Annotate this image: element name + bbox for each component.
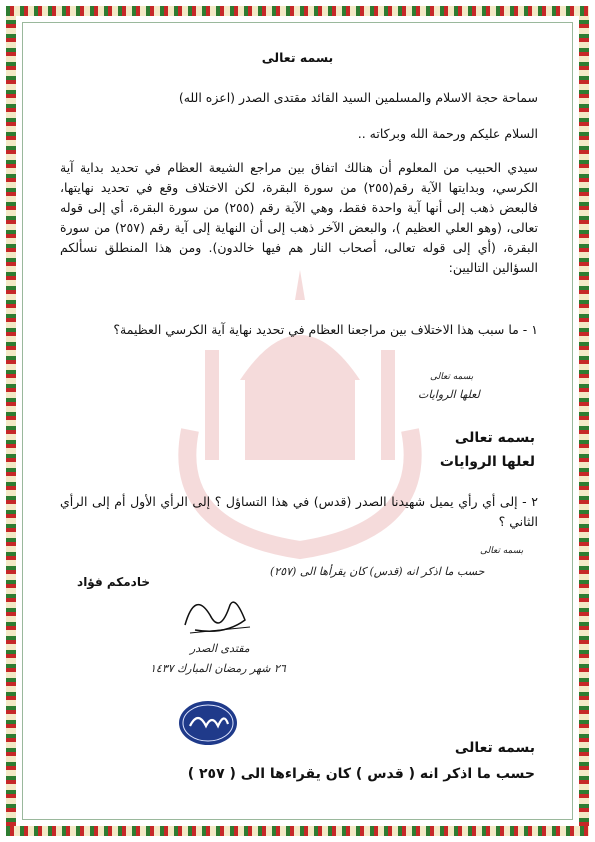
addressee-line bbox=[60, 88, 538, 108]
handwritten-answer-1: لعلها الروايات bbox=[418, 388, 480, 401]
basmala-heading: بسمه تعالى bbox=[261, 50, 334, 65]
handwritten-basmala-1: بسمه تعالى bbox=[430, 372, 474, 382]
handwritten-answer-2: حسب ما اذكر انه (قدس) كان يقرأها الى (٢٥٧) bbox=[270, 565, 485, 578]
signer-name: خادمكم فؤاد bbox=[77, 575, 150, 589]
handwritten-date: ٢٦ شهر رمضان المبارك ١٤٣٧ bbox=[150, 662, 286, 675]
question-1: ١ - ما سبب هذا الاختلاف بين مراجعنا العظام في تحديد نهاية آية الكرسي العظيمة؟ bbox=[113, 322, 538, 337]
answer-1-title: بسمه تعالى bbox=[454, 430, 535, 446]
question-2: ٢ - إلى أي رأي يميل شهيدنا الصدر (قدس) في هذا التساؤل ؟ إلى الرأي الأول أم إلى الرأي الثاني ؟ bbox=[60, 494, 538, 529]
answer-2-title: بسمه تعالى bbox=[454, 740, 535, 756]
handwritten-signature-name: مقتدى الصدر bbox=[190, 642, 250, 655]
answer-1: لعلها الروايات bbox=[439, 454, 535, 470]
greeting: السلام عليكم ورحمة الله وبركاته .. bbox=[357, 126, 538, 141]
signature-scribble bbox=[175, 585, 255, 640]
intro-paragraph: سيدي الحبيب من المعلوم أن هنالك اتفاق بين مراجع الشيعة العظام في تحديد بداية آية الكرسي، وبدايتها الآية رقم(٢٥٥) من سورة البقرة، لكن الاختلاف وقع في تحديد نهايتها، فالبعض ذهب إلى أنها آية واحدة فقط، وهي الآية رقم (٢٥٥) من سورة البقرة، أي إلى قوله تعالى، (وهو العلي العظيم )، والبعض الآخر ذهب إلى أن النهاية إلى آية رقم (٢٥٧) من سورة البقرة، (أي إلى قوله تعالى، أصحاب النار هم فيها خالدون). ومن هذا المنطلق نسألكم السؤالين التاليين: bbox=[60, 160, 539, 275]
addressee-honorific: (اعزه الله) bbox=[178, 90, 236, 105]
answer-2: حسب ما اذكر انه ( قدس ) كان يقراءها الى ( ٢٥٧ ) bbox=[187, 766, 535, 782]
addressee-name: سماحة حجة الاسلام والمسلمين السيد القائد مقتدى الصدر bbox=[239, 90, 538, 105]
handwritten-basmala-2: بسمه تعالى bbox=[480, 546, 524, 556]
official-seal bbox=[178, 700, 238, 746]
